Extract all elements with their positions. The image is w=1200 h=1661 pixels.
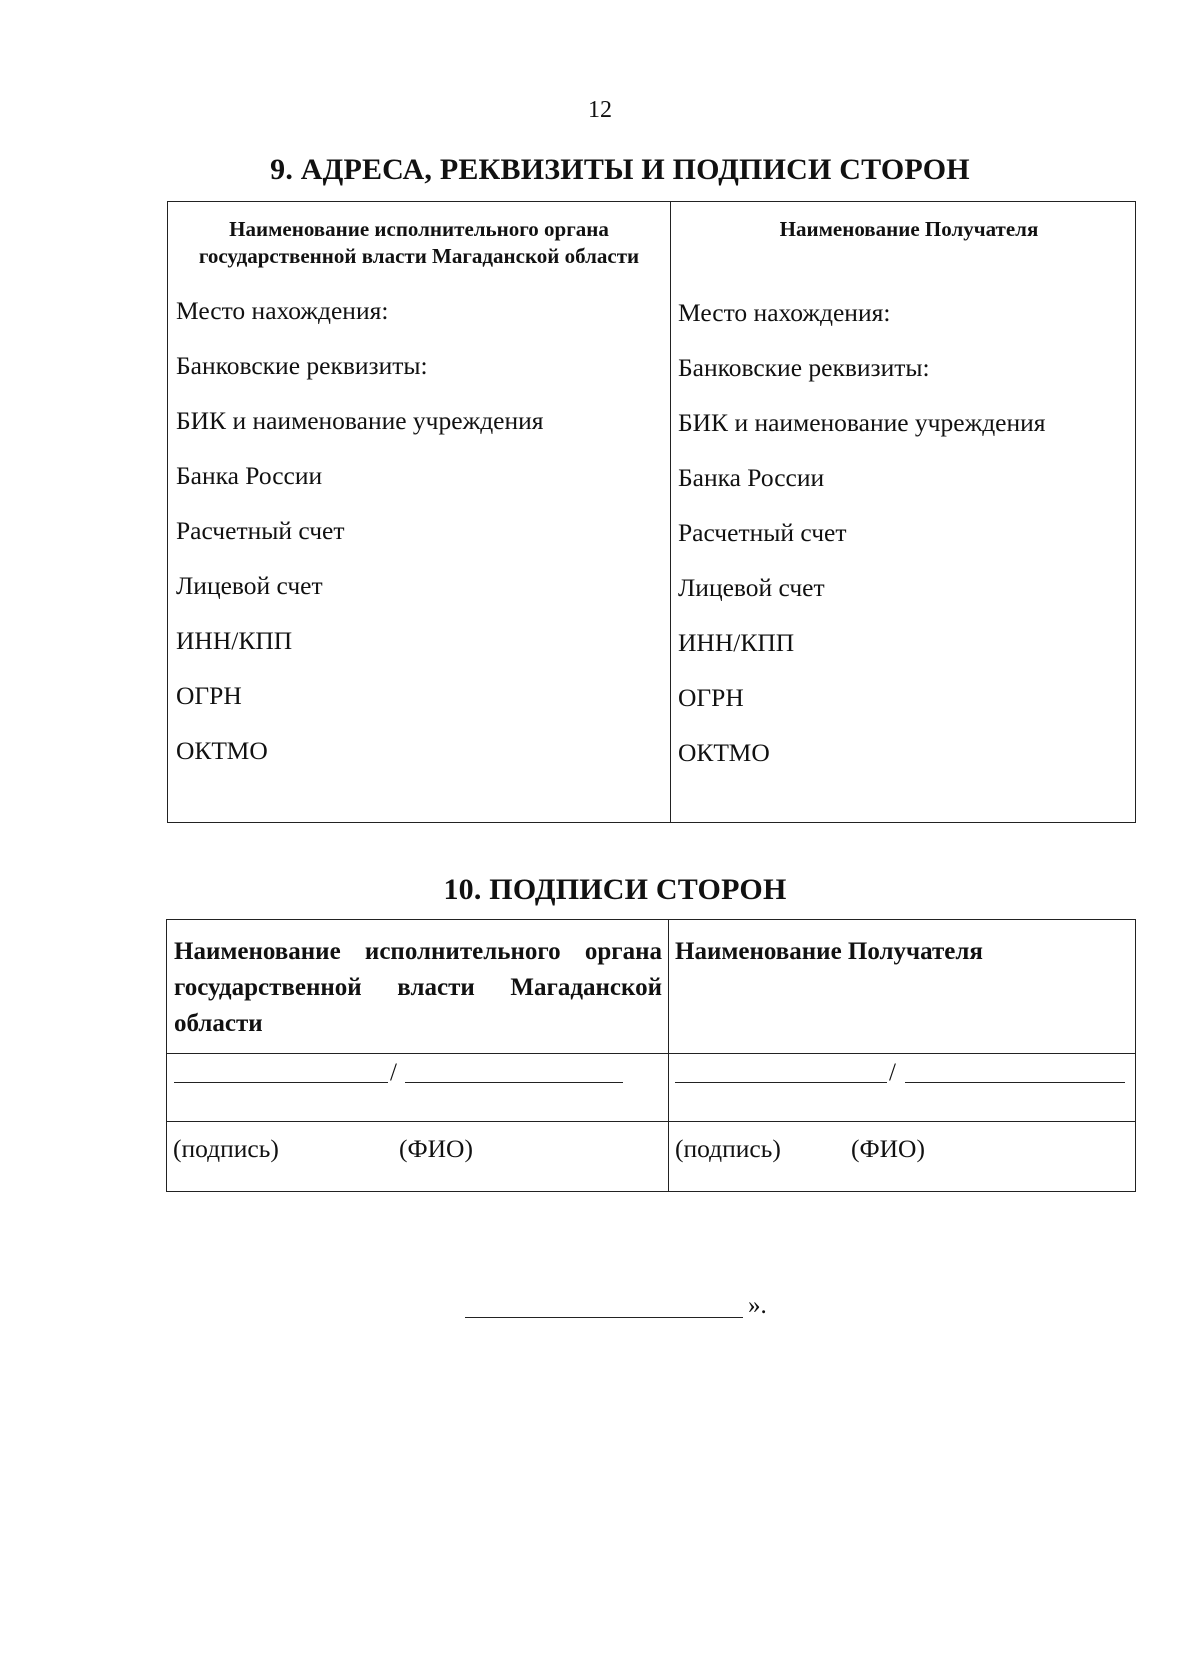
recipient-personal-account-label: Лицевой счет	[678, 573, 825, 602]
section-10-heading: 10. ПОДПИСИ СТОРОН	[443, 873, 787, 906]
authority-settlement-account-label: Расчетный счет	[176, 516, 345, 545]
section-9-heading: 9. АДРЕСА, РЕКВИЗИТЫ И ПОДПИСИ СТОРОН	[270, 153, 970, 186]
recipient-slash: /	[889, 1059, 896, 1086]
authority-bik-label: БИК и наименование учреждения	[176, 406, 544, 435]
recipient-signature-header: Наименование Получателя	[675, 938, 983, 965]
row-divider	[167, 1053, 1135, 1054]
authority-signature-line	[174, 1082, 388, 1083]
authority-header: Наименование исполнительного органа государственной власти Магаданской области	[198, 217, 640, 268]
recipient-name-line	[905, 1082, 1125, 1083]
recipient-bank-details-label: Банковские реквизиты:	[678, 353, 930, 382]
authority-ogrn-label: ОГРН	[176, 681, 242, 710]
requisites-table	[167, 201, 1136, 823]
recipient-header: Наименование Получателя	[779, 217, 1039, 241]
column-divider	[670, 202, 671, 822]
authority-personal-account-label: Лицевой счет	[176, 571, 323, 600]
column-divider	[668, 920, 669, 1191]
recipient-signature-caption: (подпись)	[675, 1134, 781, 1163]
authority-name-caption: (ФИО)	[399, 1134, 473, 1163]
authority-bank-details-label: Банковские реквизиты:	[176, 351, 428, 380]
authority-inn-kpp-label: ИНН/КПП	[176, 626, 293, 655]
closing-blank-line	[465, 1317, 743, 1318]
signatures-table	[166, 919, 1136, 1192]
authority-signature-caption: (подпись)	[173, 1134, 279, 1163]
authority-name-line	[405, 1082, 623, 1083]
closing-quote: ».	[748, 1292, 767, 1319]
row-divider	[167, 1121, 1135, 1122]
recipient-oktmo-label: ОКТМО	[678, 738, 770, 767]
authority-bank-of-russia-label: Банка России	[176, 461, 323, 490]
recipient-signature-line	[675, 1082, 887, 1083]
recipient-address-label: Место нахождения:	[678, 298, 891, 327]
authority-address-label: Место нахождения:	[176, 296, 389, 325]
recipient-ogrn-label: ОГРН	[678, 683, 744, 712]
recipient-name-caption: (ФИО)	[851, 1134, 925, 1163]
page-number: 12	[588, 97, 612, 123]
recipient-bik-label: БИК и наименование учреждения	[678, 408, 1046, 437]
authority-signature-header: Наименование исполнительного органа государственной власти Магаданской области	[174, 938, 662, 1037]
authority-oktmo-label: ОКТМО	[176, 736, 268, 765]
recipient-bank-of-russia-label: Банка России	[678, 463, 825, 492]
authority-slash: /	[390, 1059, 397, 1086]
recipient-settlement-account-label: Расчетный счет	[678, 518, 847, 547]
recipient-inn-kpp-label: ИНН/КПП	[678, 628, 795, 657]
